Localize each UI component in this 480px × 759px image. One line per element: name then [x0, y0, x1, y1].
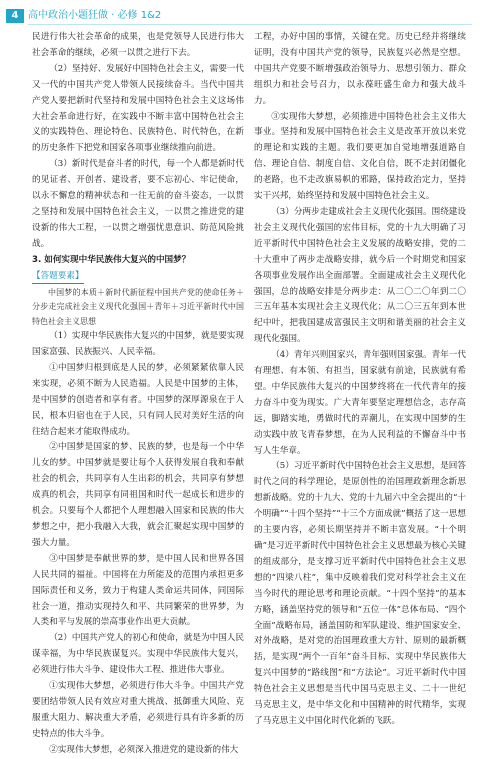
paragraph: （4）青年兴则国家兴，青年强则国家强。青年一代有理想、有本领、有担当，国家就有前途，民族就有希望。中华民族伟大复兴的中国梦终将在一代代青年的接力奋斗中变为现实。广大青年要坚定理想信念，志存高远，脚踏实地，勇做时代的弄潮儿，在实现中国梦的生动实践中放飞青春梦想，在为人民利益的不懈奋斗中书写人生华章。: [254, 350, 466, 456]
running-title: 高中政治小题狂做 · 必修 1&2: [28, 10, 162, 21]
answer-elements-tag: 【答题要素】: [32, 270, 84, 284]
right-column: [254, 30, 466, 730]
left-column: [32, 30, 244, 759]
page-number: 4: [6, 9, 24, 23]
paragraph: ②实现伟大梦想，必须深入推进党的建设新的伟大: [49, 744, 239, 755]
paragraph: （3）新时代是奋斗者的时代，每一个人都是新时代的见证者、开创者、建设者，要不忘初心、牢记使命，以永不懈怠的精神状态和一往无前的奋斗姿态，一以贯之坚持和发展中国特色社会主义，一以贯之推进党的建设新的伟大工程，一以贯之增强忧患意识、防范风险挑战。: [32, 159, 244, 249]
paragraph: ②中国梦是国家的梦、民族的梦，也是每一个中华儿女的梦。中国梦就是要让每个人获得发展自我和奉献社会的机会，共同享有人生出彩的机会，共同享有梦想成真的机会，共同享有同祖国和时代一起成长和进步的机会。只要每个人都把个人理想融入国家和民族的伟大梦想之中，把小我融入大我，就会汇聚起实现中国梦的强大力量。: [32, 442, 244, 548]
page-header: [0, 0, 480, 26]
paragraph: 工程，办好中国的事情，关键在党。历史已经并将继续证明，没有中国共产党的领导，民族复兴必然是空想。中国共产党要不断增强政治领导力、思想引领力、群众组织力和社会号召力，以永葆旺盛生命力和强大战斗力。: [254, 32, 466, 106]
paragraph: ①中国梦归根到底是人民的梦，必须紧紧依靠人民来实现，必须不断为人民造福。人民是中国梦的主体，是中国梦的创造者和享有者。中国梦的深厚源泉在于人民，根本归宿也在于人民，只有同人民对美好生活的向往结合起来才能取得成功。: [32, 362, 244, 437]
paragraph: （5）习近平新时代中国特色社会主义思想，是回答时代之问的科学理论，是原创性的治国理政新理念新思想新战略。党的十九大、党的十九届六中全会提出的“十个明确”“十四个坚持”“十三个方面成就”概括了这一思想的主要内容，必须长期坚持并不断丰富发展。“十个明确”是习近平新时代中国特色社会主义思想最为核心关键的组成部分，是支撑习近平新时代中国特色社会主义思想的“四梁八柱”，集中反映着我们党对科学社会主义在当今时代的理论思考和理论贡献。“十四个坚持”的基本方略，涵盖坚持党的领导和“五位一体”总体布局、“四个全面”战略布局，涵盖国防和军队建设、维护国家安全、对外战略，是对党的治国理政重大方针、原则的最新概括，是实现“两个一百年”奋斗目标、实现中华民族伟大复兴中国梦的“路线图”和“方法论”。习近平新时代中国特色社会主义思想是当代中国马克思主义、二十一世纪马克思主义，是中华文化和中国精神的时代精华，实现了马克思主义中国化时代化新的飞跃。: [254, 461, 466, 726]
paragraph: ③实现伟大梦想，必须推进中国特色社会主义伟大事业。坚持和发展中国特色社会主义是改革开放以来党的理论和实践的主题。我们要更加自觉地增强道路自信、理论自信、制度自信、文化自信，既不走封闭僵化的老路，也不走改旗易帜的邪路，保持政治定力，坚持实干兴邦，始终坚持和发展中国特色社会主义。: [254, 111, 466, 202]
answer-guide: 中国梦的本质＋新时代新征程中国共产党的使命任务＋分步走完成社会主义现代化强国＋青年＋习近平新时代中国特色社会主义思想: [32, 287, 244, 326]
paragraph: （2）中国共产党人的初心和使命，就是为中国人民谋幸福，为中华民族谋复兴。实现中华民族伟大复兴，必须进行伟大斗争、建设伟大工程、推进伟大事业。: [32, 633, 244, 676]
question-title: 3. 如何实现中华民族伟大复兴的中国梦？: [32, 254, 191, 265]
paragraph: （2）坚持好、发展好中国特色社会主义，需要一代又一代的中国共产党人带领人民接续奋斗。当代中国共产党人要把新时代坚持和发展中国特色社会主义这场伟大社会革命进行好，在实践中不断丰富中国特色社会主义的实践特色、理论特色、民族特色、时代特色，在新的历史条件下把党和国家各项事业继续推向前进。: [32, 63, 244, 154]
paragraph: 民进行伟大社会革命的成果，也是党领导人民进行伟大社会革命的继续，必须一以贯之进行下去。: [32, 32, 244, 58]
paragraph: ③中国梦是奉献世界的梦，是中国人民和世界各国人民共同的福祉。中国将在力所能及的范围内承担更多国际责任和义务，致力于构建人类命运共同体，同国际社会一道，推动实现持久和平、共同繁荣的世界梦，为人类和平与发展的崇高事业作出更大贡献。: [32, 553, 244, 628]
paragraph: ①实现伟大梦想，必须进行伟大斗争。中国共产党要团结带领人民有效应对重大挑战、抵御重大风险、克服重大阻力、解决重大矛盾，必须进行具有许多新的历史特点的伟大斗争。: [32, 681, 244, 739]
paragraph: （1）实现中华民族伟大复兴的中国梦，就是要实现国家富强、民族振兴、人民幸福。: [32, 331, 244, 357]
paragraph: （3）分两步走建成社会主义现代化强国。围绕建设社会主义现代化强国的宏伟目标，党的十九大明确了习近平新时代中国特色社会主义发展的战略安排，党的二十大重申了两步走战略安排，就今后一个时期党和国家各项事业发展作出全面部署。全面建成社会主义现代化强国，总的战略安排是分两步走：从二〇二〇年到二〇三五年基本实现社会主义现代化；从二〇三五年到本世纪中叶，把我国建成富强民主文明和谐美丽的社会主义现代化强国。: [254, 206, 466, 345]
header-divider: [28, 24, 472, 25]
